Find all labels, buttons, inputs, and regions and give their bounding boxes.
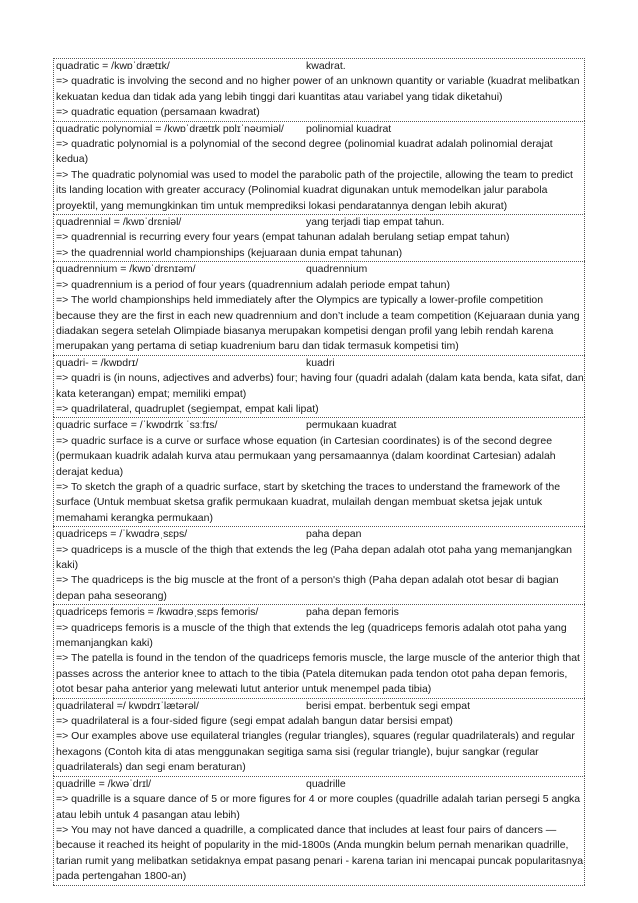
entry-term: quadric surface = /ˈkwɒdrɪk ˈsɜːfɪs/ (56, 419, 218, 432)
entry-headword-row (56, 777, 584, 792)
entry-translation: quadrennium (306, 263, 368, 276)
entry-term: quadrennium = /kwɒˈdrɛnɪəm/ (56, 263, 196, 276)
dictionary-entry (53, 417, 585, 526)
entry-term: quadrille = /kwəˈdrɪl/ (56, 777, 152, 790)
entry-headword-row (56, 527, 584, 542)
entry-definition-line: => The patella is found in the tendon of the quadriceps femoris muscle, the large muscle of the anterior thigh that passes across the anterior knee to attach to the tibia (Patela ditemukan pada tendon otot paha depan femoris, otot besar paha anterior yang melewati lutut anterior untuk menempel pada tibia) (56, 652, 580, 696)
entry-headword-row (56, 356, 584, 371)
entry-headword-row (56, 215, 584, 230)
dictionary-entries (53, 58, 585, 886)
entry-translation: berisi empat. berbentuk segi empat (306, 699, 471, 712)
entry-translation: kuadri (306, 356, 335, 369)
entry-definition-line: => quadric surface is a curve or surface whose equation (in Cartesian coordinates) is of the second degree (permukaan kuadrik adalah kurva atau permukaan yang persamaannya (dalam koordinat Cartesian) adalah derajat kedua) (56, 434, 556, 478)
entry-headword-row (56, 605, 584, 620)
entry-term: quadriceps femoris = /kwɑdrəˌsɛps femoris/ (56, 606, 259, 619)
entry-headword-row (56, 699, 584, 714)
entry-definition-line: => quadriceps is a muscle of the thigh that extends the leg (Paha depan adalah otot paha yang memanjangkan kaki) (56, 543, 573, 571)
entry-translation: yang terjadi tiap empat tahun. (306, 216, 445, 229)
entry-definition-line: => quadratic polynomial is a polynomial of the second degree (polinomial kuadrat adalah polinomial derajat kedua) (56, 138, 553, 166)
entry-definition-line: => quadratic is involving the second and no higher power of an unknown quantity or variable (kuadrat melibatkan kekuatan kedua dan tidak ada yang lebih tinggi dari kuantitas atau variabel yang tidak diketahui) (56, 75, 580, 103)
entry-definition-line: => quadrennial is recurring every four years (empat tahunan adalah berulang setiap empat tahun) (56, 231, 510, 244)
entry-term: quadratic = /kwɒˈdrætɪk/ (56, 60, 170, 72)
dictionary-entry (53, 58, 585, 121)
entry-headword-row (56, 262, 584, 277)
entry-definition-line: => quadrennium is a period of four years (quadrennium adalah periode empat tahun) (56, 278, 451, 291)
dictionary-entry (53, 121, 585, 214)
entry-definition-line: => quadrille is a square dance of 5 or more figures for 4 or more couples (quadrille adalah tarian persegi 5 angka atau lebih untuk 4 pasangan atau lebih) (56, 793, 581, 821)
entry-definition-line: => The quadratic polynomial was used to model the parabolic path of the projectile, allowing the team to predict its landing location with greater accuracy (Polinomial kuadrat digunakan untuk memodelkan jalur parabola proyektil, yang memungkinkan tim untuk memprediksi lokasi pendaratannya dengan lebih akurat) (56, 168, 573, 212)
dictionary-entry (53, 776, 585, 885)
dictionary-entry (53, 355, 585, 418)
entry-definition-line: => Our examples above use equilateral triangles (regular triangles), squares (regular quadrilaterals) and regular hexagons (Contoh kita di atas menggunakan segitiga sama sisi (regular triangle), bujur sangkar (regular quadrilaterals) dan segi enam beraturan) (56, 730, 575, 774)
entry-translation: paha depan femoris (306, 606, 399, 619)
entry-definition-line: => quadriceps femoris is a muscle of the thigh that extends the leg (quadriceps femoris adalah otot paha yang memanjangkan kaki) (56, 621, 567, 650)
entry-translation: paha depan (306, 528, 362, 541)
entry-definition-line: => You may not have danced a quadrille, a complicated dance that includes at least four pairs of dancers — because it reached its height of popularity in the mid-1800s (Anda mungkin belum pernah menarikan quadrille, tarian rumit yang melibatkan setidaknya empat pasang penari - karena tarian ini mencapai puncak popularitasnya pada pertengahan 1800-an) (56, 823, 584, 883)
entry-term: quadratic polynomial = /kwɒˈdrætɪk pɒlɪˈnəʊmiəl/ (56, 122, 284, 135)
dictionary-entry (53, 698, 585, 776)
dictionary-entry (53, 604, 585, 697)
entry-term: quadri- = /kwɒdrɪ/ (56, 356, 139, 369)
entry-translation: kwadrat. (306, 60, 346, 72)
entry-definition-line: => the quadrennial world championships (kejuaraan dunia empat tahunan) (56, 246, 403, 259)
dictionary-entry (53, 214, 585, 261)
entry-definition-line: => The quadriceps is the big muscle at the front of a person's thigh (Paha depan adalah otot besar di bagian depan paha seseorang) (56, 574, 559, 602)
entry-term: quadriceps = /ˈkwɑdrəˌsɛps/ (56, 528, 188, 541)
entry-translation: permukaan kuadrat (306, 419, 397, 432)
entry-headword-row (56, 418, 584, 433)
entry-term: quadrilateral =/ kwɒdrɪˈlætərəl/ (56, 699, 199, 712)
entry-headword-row (56, 59, 584, 74)
entry-definition-line: => The world championships held immediately after the Olympics are typically a lower-profile competition because they are the first in each new quadrennium and don’t include a team competition (Kejuaraan dunia yang diadakan segera setelah Olimpiade biasanya merupakan kompetisi dengan profil yang lebih rendah karena merupakan yang pertama di setiap kuadrenium baru dan tidak termasuk kompetisi tim) (56, 294, 580, 353)
entry-translation: quadrille (306, 777, 346, 790)
entry-term: quadrennial = /kwɒˈdrɛniəl/ (56, 216, 182, 229)
entry-definition-line: => To sketch the graph of a quadric surface, start by sketching the traces to understand the framework of the surface (Untuk membuat sketsa grafik permukaan kuadrat, mulailah dengan membuat sketsa jejak untuk memahami kerangka permukaan) (56, 480, 561, 524)
entry-translation: polinomial kuadrat (306, 122, 392, 135)
entry-definition-line: => quadratic equation (persamaan kwadrat) (56, 106, 260, 119)
entry-definition-line: => quadri is (in nouns, adjectives and adverbs) four; having four (quadri adalah (dalam kata benda, kata sifat, dan kata keterangan) empat; memiliki empat) (56, 372, 584, 400)
entry-definition-line: => quadrilateral, quadruplet (segiempat, empat kali lipat) (56, 402, 319, 415)
dictionary-entry (53, 261, 585, 354)
dictionary-entry (53, 526, 585, 604)
entry-definition-line: => quadrilateral is a four-sided figure (segi empat adalah bangun datar bersisi empat) (56, 715, 453, 728)
entry-headword-row (56, 122, 584, 137)
